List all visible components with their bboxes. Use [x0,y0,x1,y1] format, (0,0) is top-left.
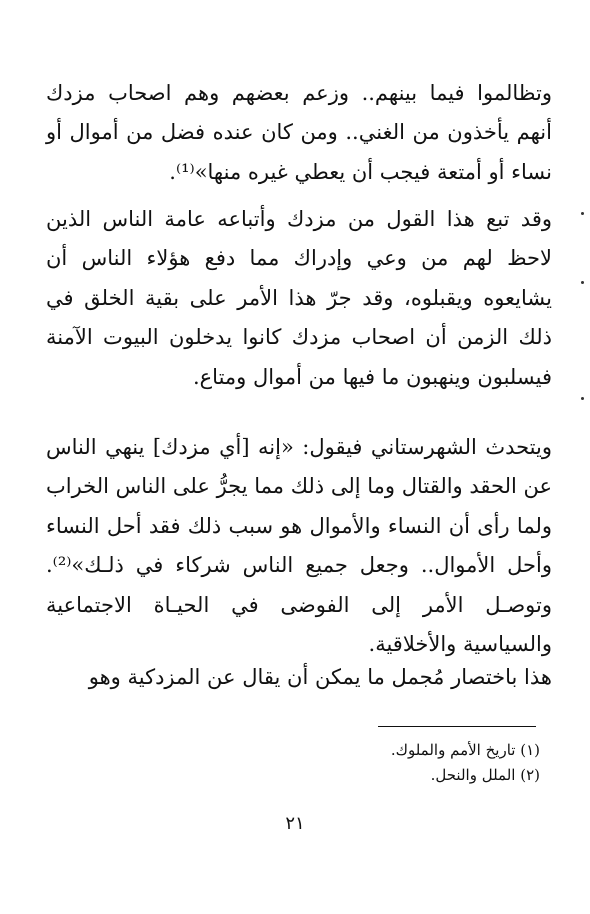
margin-mark [581,212,584,215]
margin-mark [581,281,584,284]
footnote-divider [378,726,536,727]
footnote: (٢) الملل والنحل. [430,766,540,784]
body-paragraph: ويتحدث الشهرستاني فيقول: «إنه [أي مزدك] ينهي الناس عن الحقد والقتال وما إلى ذلك مما يجرُّ على الناس الخراب ولما رأى أن النساء والأموال هو سبب ذلك فقد أحل النساء وأحل الأموال.. وجعل جميع الناس شركاء في ذلـك»⁽²⁾. وتوصـل الأمر إلى الفوضى في الحيـاة الاجتماعية والسياسية والأخلاقية. [45,435,552,657]
page-number: ٢١ [285,813,305,834]
footnote: (١) تاريخ الأمم والملوك. [390,741,540,759]
body-paragraph: وقد تبع هذا القول من مزدك وأتباعه عامة الناس الذين لاحظ لهم من وعي وإدراك مما دفع هؤلاء الناس أن يشايعوه ويقبلوه، وقد جرّ هذا الأمر على بقية الخلق في ذلك الزمن أن اصحاب مزدك كانوا يدخلون البيوت الآمنة فيسلبون وينهبون ما فيها من أموال ومتاع. [46,207,552,389]
margin-mark [581,397,584,400]
footnotes [240,738,540,788]
body-paragraph: هذا باختصار مُجمل ما يمكن أن يقال عن المزدكية وهو [88,665,552,689]
body-paragraph: وتظالموا فيما بينهم.. وزعم بعضهم وهم اصحاب مزدك أنهم يأخذون من الغني.. ومن كان عنده فضل من أموال أو نساء أو أمتعة فيجب أن يعطي غيره منها»⁽¹⁾. [46,81,552,184]
